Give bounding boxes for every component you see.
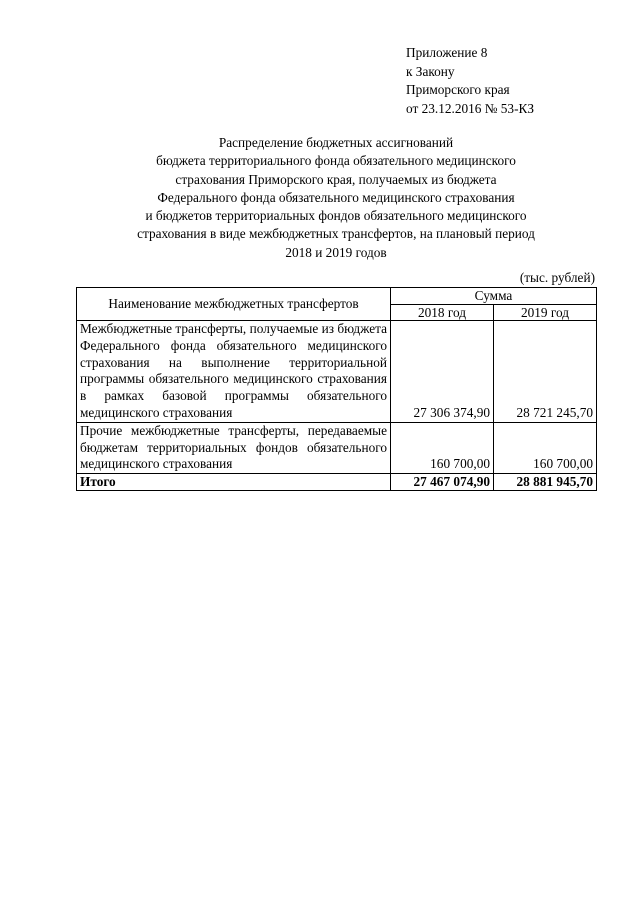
document-title [76, 134, 596, 262]
header-sum: Сумма [391, 288, 597, 305]
appendix-line: Приложение 8 [406, 45, 488, 60]
appendix-block [406, 44, 534, 118]
row-value-2019: 28 721 245,70 [494, 321, 597, 423]
total-row [77, 474, 597, 491]
table-row [77, 321, 597, 423]
row-name: Межбюджетные трансферты, получаемые из бюджета Федерального фонда обязательного медицинского страхования на выполнение территориальной программы обязательного медицинского страхования в рамках базовой программы обязательного медицинского страхования [77, 321, 391, 423]
total-label: Итого [77, 474, 391, 491]
appendix-date: от 23.12.2016 № 53-КЗ [406, 100, 535, 116]
row-value-2018: 160 700,00 [391, 422, 494, 473]
header-year-2018: 2018 год [391, 304, 494, 321]
table-row [77, 422, 597, 473]
total-value-2018: 27 467 074,90 [391, 474, 494, 491]
units-label: (тыс. рублей) [519, 270, 595, 285]
title-line: Федерального фонда обязательного медицинского страхования [157, 189, 515, 205]
row-value-2019: 160 700,00 [494, 422, 597, 473]
header-year-2019: 2019 год [494, 304, 597, 321]
title-line: 2018 и 2019 годов [285, 244, 387, 260]
table-header-row [77, 288, 597, 305]
appendix-law: к Закону [406, 63, 455, 79]
title-line: страхования Приморского края, получаемых из бюджета [175, 171, 497, 187]
title-line: бюджета территориального фонда обязательного медицинского [156, 153, 516, 169]
title-line: Распределение бюджетных ассигнований [218, 135, 454, 150]
title-line: страхования в виде межбюджетных трансфертов, на плановый период [137, 226, 535, 242]
total-value-2019: 28 881 945,70 [494, 474, 597, 491]
appendix-region: Приморского края [406, 82, 510, 97]
header-name: Наименование межбюджетных трансфертов [77, 288, 391, 321]
title-line: и бюджетов территориальных фондов обязательного медицинского [145, 208, 527, 224]
row-value-2018: 27 306 374,90 [391, 321, 494, 423]
transfers-table [76, 287, 597, 491]
row-name: Прочие межбюджетные трансферты, передаваемые бюджетам территориальных фондов обязательного медицинского страхования [77, 422, 391, 473]
